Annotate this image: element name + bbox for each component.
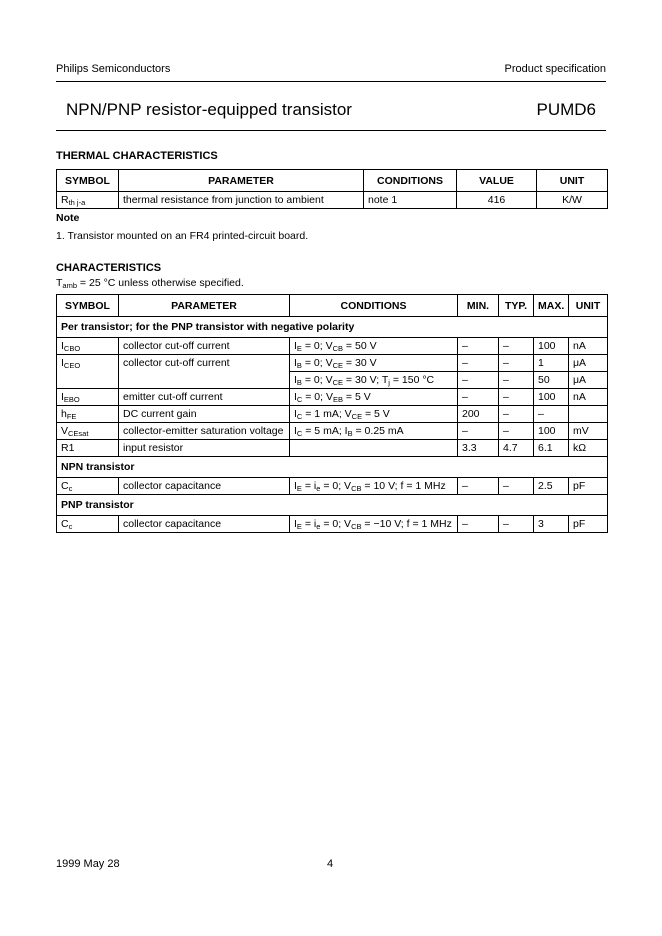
parameter-cell: DC current gain (119, 406, 290, 423)
typ-cell: – (499, 516, 534, 533)
max-cell: 100 (534, 338, 569, 355)
col-typ: TYP. (499, 295, 534, 317)
conditions-cell (290, 440, 458, 457)
min-cell: 3.3 (458, 440, 499, 457)
col-symbol: SYMBOL (57, 170, 119, 192)
max-cell: 1 (534, 355, 569, 372)
value-cell: 416 (457, 192, 537, 209)
conditions-cell: $I_E = 0$; $V_{CB} = 50$ V (290, 338, 458, 355)
company-name: Philips Semiconductors (56, 63, 171, 75)
unit-cell (569, 406, 608, 423)
table-row (57, 406, 608, 423)
document-type: Product specification (504, 63, 606, 75)
page-number: 4 (327, 858, 334, 870)
col-conditions: CONDITIONS (290, 295, 458, 317)
parameter-cell: collector capacitance (119, 516, 290, 533)
symbol-cell: $C_c$ (57, 478, 119, 495)
symbol-cell: $C_c$ (57, 516, 119, 533)
conditions-cell: $I_C = 0$; $V_{EB} = 5$ V (290, 389, 458, 406)
symbol-cell: $R_{th j-a}$ (57, 192, 119, 209)
thermal-header-row (57, 170, 608, 192)
conditions-cell: $I_C = 5$ mA; $I_B = 0.25$ mA (290, 423, 458, 440)
typ-cell: – (499, 406, 534, 423)
parameter-cell: thermal resistance from junction to ambient (119, 192, 364, 209)
typ-cell: – (499, 389, 534, 406)
document-title: NPN/PNP resistor-equipped transistor (66, 100, 352, 119)
min-cell: – (458, 478, 499, 495)
note-text: 1. Transistor mounted on an FR4 printed-circuit board. (56, 230, 309, 242)
group-pnp-transistor: PNP transistor (57, 495, 608, 516)
unit-cell: nA (569, 338, 608, 355)
col-unit: UNIT (537, 170, 608, 192)
max-cell: – (534, 406, 569, 423)
min-cell: – (458, 516, 499, 533)
parameter-cell: emitter cut-off current (119, 389, 290, 406)
parameter-cell: collector cut-off current (119, 338, 290, 355)
col-parameter: PARAMETER (119, 295, 290, 317)
unit-cell: K/W (537, 192, 608, 209)
unit-cell: mV (569, 423, 608, 440)
symbol-cell: $h_{FE}$ (57, 406, 119, 423)
characteristics-table (56, 294, 608, 533)
col-unit: UNIT (569, 295, 608, 317)
typ-cell: – (499, 478, 534, 495)
thermal-heading: THERMAL CHARACTERISTICS (56, 150, 218, 162)
max-cell: 3 (534, 516, 569, 533)
symbol-cell: R1 (57, 440, 119, 457)
table-row (57, 389, 608, 406)
table-row (57, 440, 608, 457)
typ-cell: 4.7 (499, 440, 534, 457)
tamb-condition: $T_{amb} = 25$ °C unless otherwise specified. (56, 277, 244, 290)
col-symbol: SYMBOL (57, 295, 119, 317)
conditions-cell: note 1 (364, 192, 457, 209)
symbol-cell: $V_{CEsat}$ (57, 423, 119, 440)
symbol-cell: $I_{CEO}$ (57, 355, 119, 389)
max-cell: 50 (534, 372, 569, 389)
parameter-cell: collector capacitance (119, 478, 290, 495)
group-row (57, 495, 608, 516)
table-row (57, 516, 608, 533)
group-npn-transistor: NPN transistor (57, 457, 608, 478)
max-cell: 6.1 (534, 440, 569, 457)
table-row (57, 192, 608, 209)
conditions-cell: $I_B = 0$; $V_{CE} = 30$ V; $T_j = 150$ °C (290, 372, 458, 389)
conditions-cell: $I_E = i_e = 0$; $V_{CB} = -10$ V; f = 1 MHz (290, 516, 458, 533)
min-cell: – (458, 389, 499, 406)
part-number: PUMD6 (536, 100, 596, 119)
footer-date: 1999 May 28 (56, 858, 120, 870)
header-rule (56, 81, 606, 82)
characteristics-header-row (57, 295, 608, 317)
parameter-cell: input resistor (119, 440, 290, 457)
characteristics-heading: CHARACTERISTICS (56, 262, 162, 274)
col-value: VALUE (457, 170, 537, 192)
parameter-cell: collector-emitter saturation voltage (119, 423, 290, 440)
group-row (57, 317, 608, 338)
max-cell: 100 (534, 389, 569, 406)
max-cell: 2.5 (534, 478, 569, 495)
typ-cell: – (499, 355, 534, 372)
conditions-cell: $I_B = 0$; $V_{CE} = 30$ V (290, 355, 458, 372)
unit-cell: pF (569, 516, 608, 533)
symbol-cell: $I_{EBO}$ (57, 389, 119, 406)
unit-cell: pF (569, 478, 608, 495)
symbol-cell: $I_{CBO}$ (57, 338, 119, 355)
note-heading: Note (56, 212, 80, 224)
table-row (57, 423, 608, 440)
conditions-cell: $I_E = i_e = 0$; $V_{CB} = 10$ V; f = 1 MHz (290, 478, 458, 495)
typ-cell: – (499, 423, 534, 440)
conditions-cell: $I_C = 1$ mA; $V_{CE} = 5$ V (290, 406, 458, 423)
col-conditions: CONDITIONS (364, 170, 457, 192)
table-row (57, 355, 608, 372)
title-rule (56, 130, 606, 131)
group-row (57, 457, 608, 478)
table-row (57, 338, 608, 355)
parameter-cell: collector cut-off current (119, 355, 290, 389)
col-parameter: PARAMETER (119, 170, 364, 192)
table-row (57, 478, 608, 495)
unit-cell: nA (569, 389, 608, 406)
unit-cell: μA (569, 372, 608, 389)
unit-cell: kΩ (569, 440, 608, 457)
max-cell: 100 (534, 423, 569, 440)
unit-cell: μA (569, 355, 608, 372)
typ-cell: – (499, 372, 534, 389)
min-cell: – (458, 372, 499, 389)
min-cell: – (458, 355, 499, 372)
col-min: MIN. (458, 295, 499, 317)
col-max: MAX. (534, 295, 569, 317)
min-cell: 200 (458, 406, 499, 423)
min-cell: – (458, 423, 499, 440)
thermal-table (56, 169, 608, 209)
min-cell: – (458, 338, 499, 355)
group-pnp-per-transistor: Per transistor; for the PNP transistor with negative polarity (57, 317, 608, 338)
typ-cell: – (499, 338, 534, 355)
